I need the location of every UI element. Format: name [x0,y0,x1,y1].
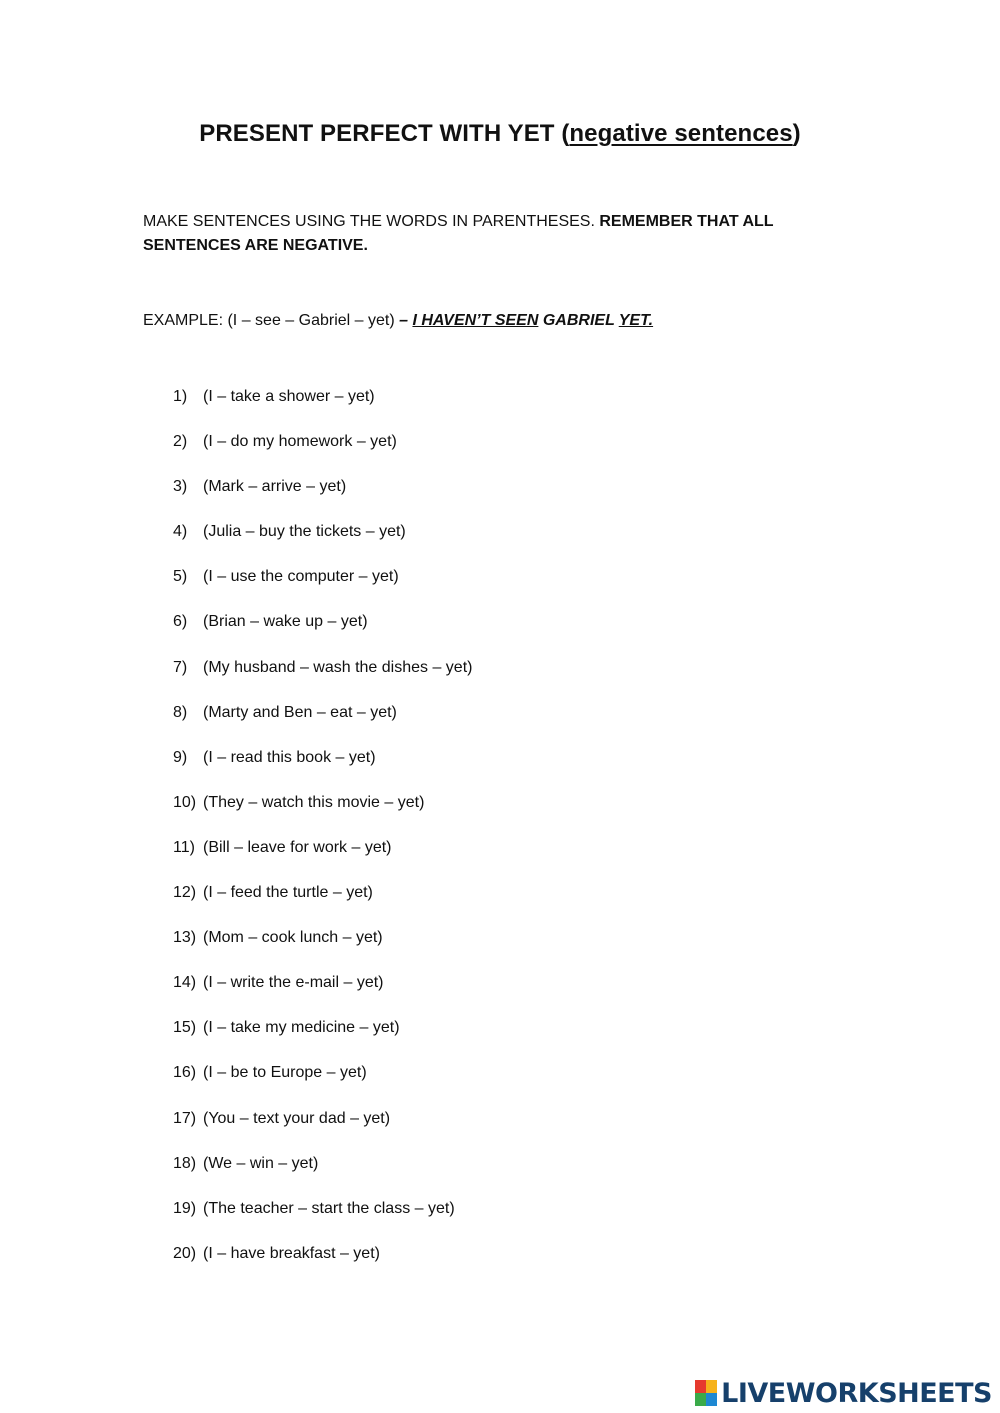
list-item [173,927,472,972]
item-text: (I – be to Europe – yet) [203,1064,367,1082]
item-number: 14) [173,974,197,992]
item-text: (I – write the e-mail – yet) [203,974,384,992]
item-text: (I – feed the turtle – yet) [203,884,373,902]
item-number: 20) [173,1244,197,1262]
item-text: (They – watch this movie – yet) [203,793,425,811]
item-text: (I – read this book – yet) [203,748,376,766]
item-text: (I – use the computer – yet) [203,568,399,586]
logo-blocks-icon [695,1380,717,1406]
item-number: 4) [173,523,188,541]
item-number: 11) [173,838,195,856]
logo-block [706,1393,717,1406]
list-item [173,972,472,1017]
exercise-list [173,386,472,1288]
example-prompt: EXAMPLE: (I – see – Gabriel – yet) [143,312,400,329]
list-item [173,702,472,747]
page-title [0,120,1000,148]
liveworksheets-logo [695,1376,992,1410]
list-item [173,611,472,656]
title-main: PRESENT PERFECT WITH YET [199,120,562,147]
item-text: (Brian – wake up – yet) [203,613,368,631]
logo-text: LIVEWORKSHEETS [721,1377,992,1409]
list-item [173,792,472,837]
item-number: 13) [173,929,197,947]
item-text: (Julia – buy the tickets – yet) [203,523,406,541]
item-number: 10) [173,793,197,811]
item-number: 1) [173,388,188,405]
list-item [173,1198,472,1243]
example-answer [399,312,653,329]
item-text: (I – do my homework – yet) [203,433,397,451]
item-number: 17) [173,1109,197,1127]
item-number: 12) [173,884,197,902]
title-close-paren: ) [792,120,801,147]
item-text: (Marty and Ben – eat – yet) [203,703,397,721]
item-text: (I – have breakfast – yet) [203,1244,380,1262]
instructions-bold: REMEMBER THAT ALL SENTENCES ARE NEGATIVE. [143,213,774,254]
example-dash: – [399,312,413,329]
item-number: 5) [173,568,188,586]
list-item [173,1017,472,1062]
list-item [173,657,472,702]
item-text: (My husband – wash the dishes – yet) [203,658,473,676]
list-item [173,386,472,431]
item-text: (Mom – cook lunch – yet) [203,929,383,947]
instructions [143,210,843,258]
instructions-normal: MAKE SENTENCES USING THE WORDS IN PARENTHESES. [143,213,600,230]
item-number: 9) [173,748,188,766]
list-item [173,1062,472,1107]
logo-block [695,1380,706,1393]
example-answer-part1: I HAVEN’T SEEN [412,312,539,329]
item-text: (The teacher – start the class – yet) [203,1199,455,1217]
item-number: 18) [173,1154,197,1172]
item-text: (I – take my medicine – yet) [203,1019,400,1037]
example-answer-part3: YET. [618,312,654,329]
item-number: 3) [173,478,188,496]
list-item [173,747,472,792]
list-item [173,1108,472,1153]
item-number: 2) [173,433,188,451]
item-text: (I – take a shower – yet) [203,388,375,405]
item-number: 15) [173,1019,197,1037]
list-item [173,566,472,611]
title-underlined: negative sentences [569,120,793,147]
example-answer-part2: GABRIEL [538,312,619,329]
item-number: 16) [173,1064,197,1082]
list-item [173,882,472,927]
list-item [173,521,472,566]
list-item [173,431,472,476]
logo-block [706,1380,717,1393]
logo-block [695,1393,706,1406]
item-number: 6) [173,613,188,631]
list-item [173,476,472,521]
item-text: (Bill – leave for work – yet) [203,838,392,856]
title-open-paren: ( [561,120,570,147]
list-item [173,1243,472,1288]
item-text: (Mark – arrive – yet) [203,478,347,496]
example [143,310,903,332]
item-text: (We – win – yet) [203,1154,319,1172]
item-number: 8) [173,703,188,721]
item-text: (You – text your dad – yet) [203,1109,391,1127]
list-item [173,1153,472,1198]
list-item [173,837,472,882]
item-number: 19) [173,1199,197,1217]
item-number: 7) [173,658,188,676]
